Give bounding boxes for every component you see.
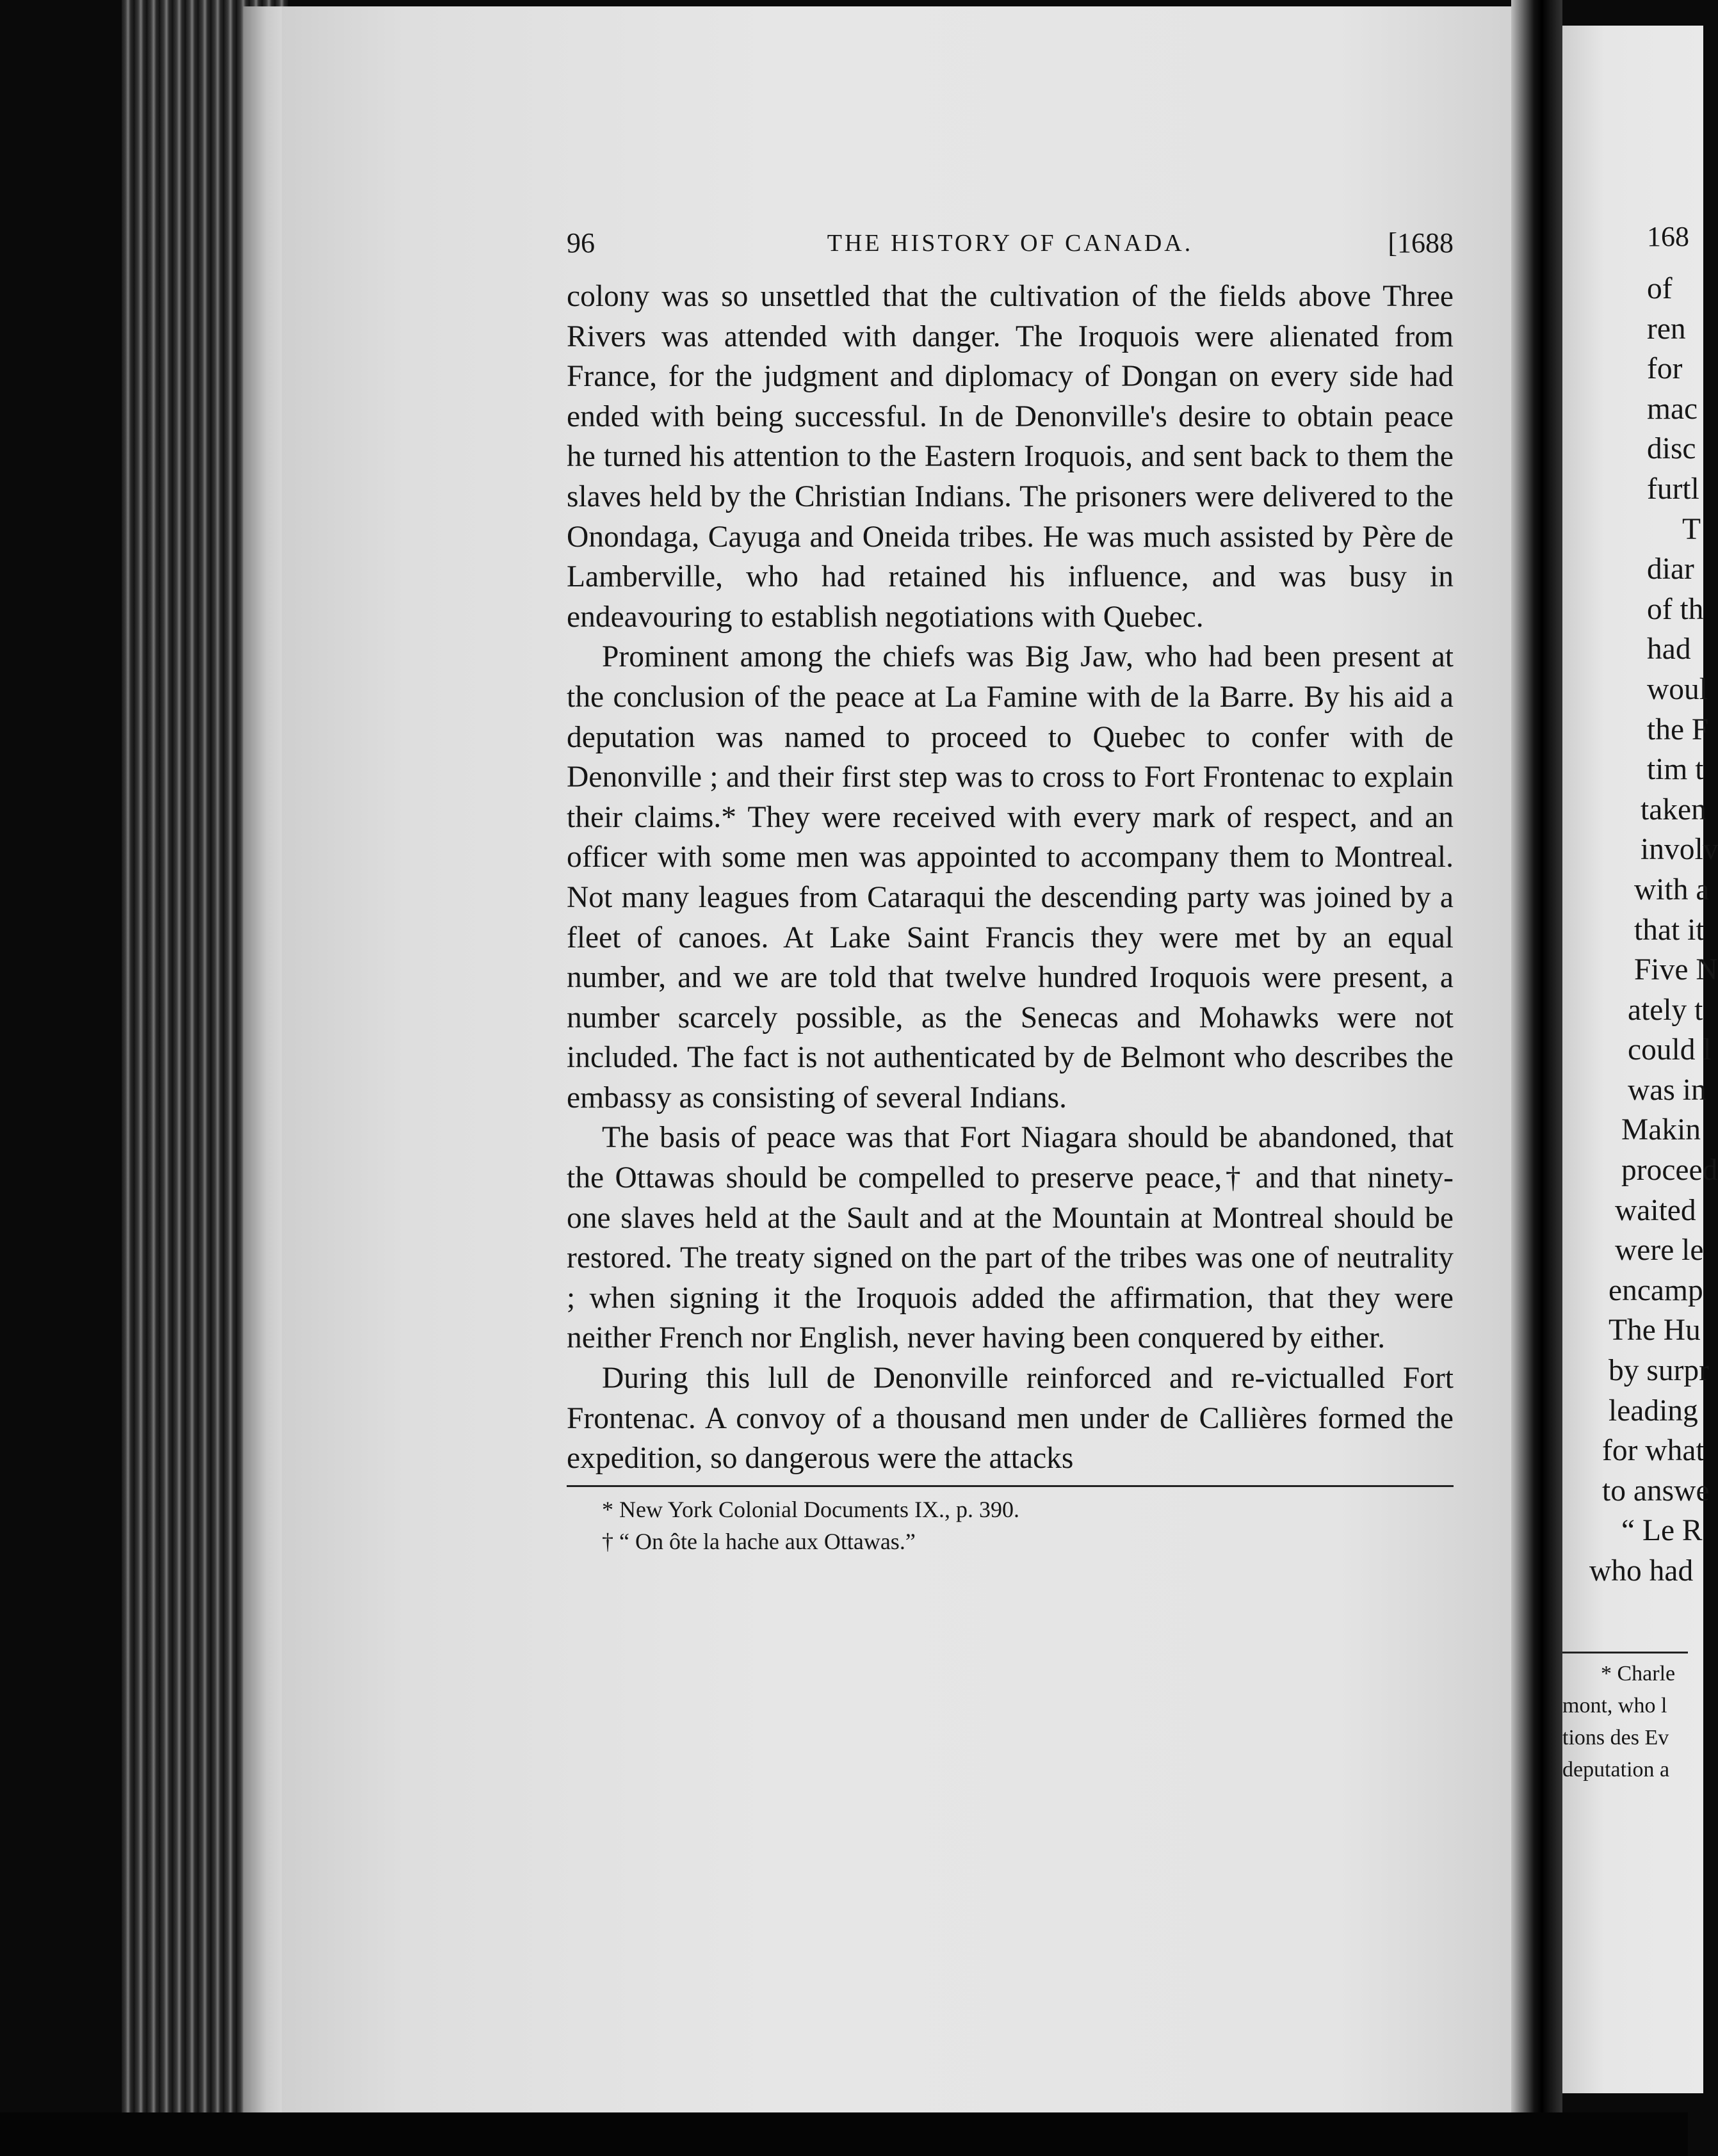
right-page-line: of (1647, 272, 1673, 305)
right-page-line: woul (1647, 672, 1708, 706)
page-number: 96 (567, 227, 595, 259)
right-page-footnote: tions des Ev (1562, 1726, 1669, 1750)
right-page-line: tim t (1647, 753, 1704, 787)
right-page-line: Five N (1634, 953, 1718, 987)
right-page-line: were le (1615, 1234, 1704, 1267)
right-page-line: ren (1647, 312, 1686, 346)
right-page-line: “ Le R (1621, 1514, 1703, 1548)
paragraph: The basis of peace was that Fort Niagara should be abandoned, that the Ottawas should be compelled to preserve peace,† and that ninety-one slaves held at the Sault and at the Mountain at Montreal should be restored. The treaty signed on the part of the tribes was one of neutrality ; when signing it the Iroquois added the affirmation, that they were neither French nor English, never having been conquered by either. (567, 1121, 1454, 1355)
right-page-line: encamp (1609, 1273, 1703, 1307)
scan-border (0, 2112, 1688, 2156)
right-page-line: by surpr (1609, 1354, 1709, 1388)
right-page-line: diar (1647, 552, 1694, 586)
right-page-line: that it (1634, 913, 1705, 947)
right-page-line: the F (1647, 712, 1709, 746)
right-page-line: with a (1634, 873, 1710, 906)
page-edge-highlight (243, 6, 282, 2119)
book-gutter (1511, 0, 1562, 2156)
right-page-line: Makin (1621, 1113, 1701, 1147)
right-page-line: of th (1647, 592, 1704, 626)
right-page-line: could l (1628, 1033, 1712, 1067)
right-page-line: who had (1589, 1554, 1694, 1588)
footnotes (567, 1493, 1454, 1557)
right-page-footnote: * Charle (1601, 1662, 1676, 1685)
right-page-line: to answe (1602, 1474, 1710, 1508)
right-page-line: had (1647, 632, 1691, 666)
footnote-rule (567, 1485, 1454, 1487)
right-page-line: for (1647, 352, 1683, 386)
right-page-line: ately t (1628, 993, 1703, 1027)
body-text (567, 277, 1454, 1479)
right-page-line: furtl (1647, 472, 1699, 506)
right-page-line: taken (1641, 792, 1706, 826)
paragraph: colony was so unsettled that the cultivation of the fields above Three Rivers was attended with danger. The Iroquois were alienated from France, for the judgment and diplomacy of Dongan on every side had ended with being successful. In de Denonville's desire to obtain peace he turned his attention to the Eastern Iroquois, and sent back to them the slaves held by the Christian Indians. The prisoners were delivered to the Onondaga, Cayuga and Oneida tribes. He was much assisted by Père de Lamberville, who had retained his influence, and was busy in endeavouring to establish negotiations with Quebec. (567, 280, 1454, 634)
footnote: † “ On ôte la hache aux Ottawas.” (602, 1528, 916, 1554)
running-header (567, 224, 1454, 262)
right-page-header-fragment: 168 (1647, 221, 1689, 252)
right-page-footnote-rule (1562, 1652, 1688, 1653)
right-page-footnote: deputation a (1562, 1758, 1670, 1782)
right-page-line: T (1682, 512, 1701, 546)
right-page-line: The Hu (1609, 1314, 1701, 1348)
right-page-line: leading (1609, 1394, 1698, 1428)
right-page-text (1583, 218, 1718, 1591)
right-page-line: involv (1641, 833, 1718, 867)
right-page-line: disc (1647, 432, 1696, 466)
footnote: * New York Colonial Documents IX., p. 390. (602, 1496, 1019, 1522)
header-year: [1688 (1388, 227, 1454, 259)
left-page-text (567, 224, 1454, 1557)
paragraph: During this lull de Denonville reinforced and re-victualled Fort Frontenac. A convoy of a thousand men under de Callières formed the expedition, so dangerous were the attacks (567, 1362, 1454, 1476)
running-title: THE HISTORY OF CANADA. (827, 230, 1194, 257)
right-page-line: was in (1628, 1073, 1706, 1107)
right-page-line: mac (1647, 392, 1698, 426)
right-page-footnote: mont, who l (1562, 1694, 1667, 1718)
paragraph: Prominent among the chiefs was Big Jaw, who had been present at the conclusion of the peace at La Famine with de la Barre. By his aid a deputation was named to proceed to Quebec to confer with de Denonville ; and their first step was to cross to Fort Frontenac to explain their claims.* They were received with every mark of respect, and an officer with some men was appointed to accompany them to Montreal. Not many leagues from Cataraqui the descending party was joined by a fleet of canoes. At Lake Saint Francis they were met by an equal number, and we are told that twelve hundred Iroquois were present, a number scarcely possible, as the Senecas and Mohawks were not included. The fact is not authenticated by de Belmont who describes the embassy as consisting of several Indians. (567, 640, 1454, 1114)
right-page-footnotes (1562, 1658, 1688, 1786)
right-page-line: waited (1615, 1193, 1696, 1227)
right-page-line: for what (1602, 1434, 1705, 1468)
right-page-line: proceed (1621, 1154, 1718, 1187)
